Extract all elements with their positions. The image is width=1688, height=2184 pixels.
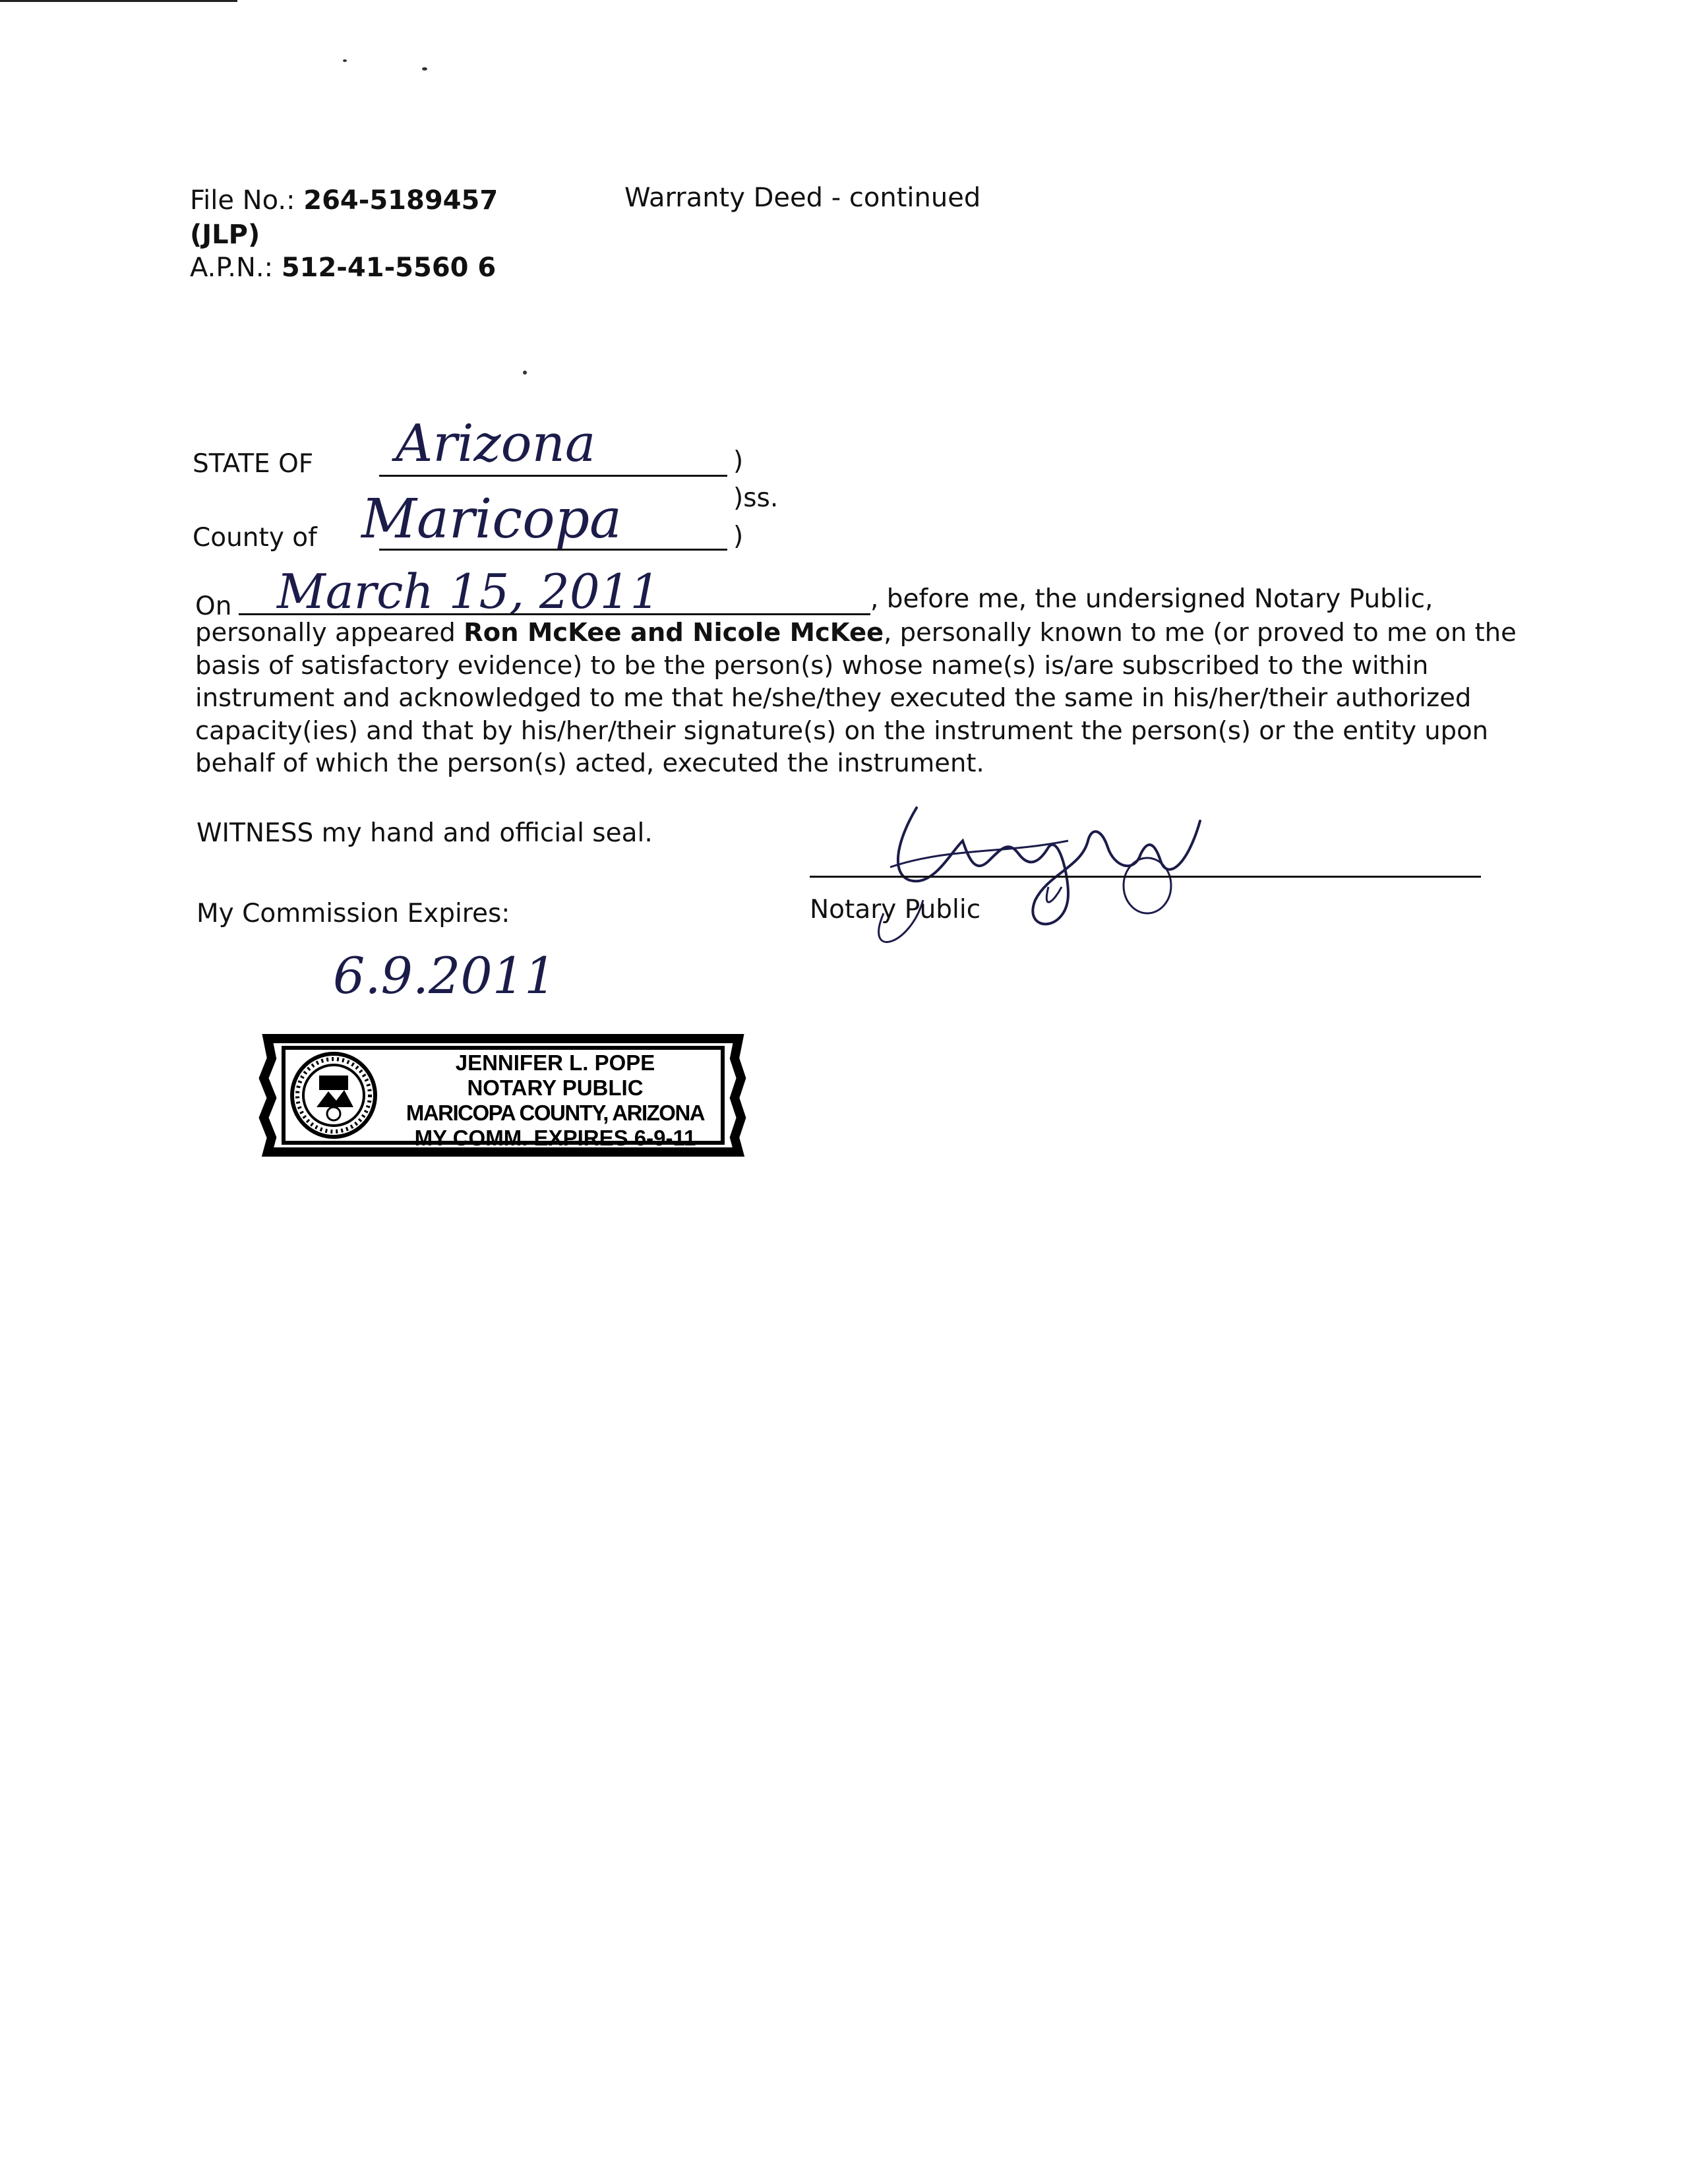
initials: [190, 219, 260, 251]
ack-line-5: capacity(ies) and that by his/her/their signature(s) on the instrument the person(s) or the entity upon: [195, 715, 1489, 746]
ack-line-2a: personally appeared: [195, 618, 464, 648]
state-underline: [379, 475, 727, 477]
on-label: On: [195, 592, 232, 621]
apn-line: [190, 252, 496, 284]
apn-label: A.P.N.:: [190, 253, 274, 283]
state-label: STATE OF: [193, 449, 314, 479]
state-handwritten: Arizona: [396, 414, 596, 473]
stamp-county: MARICOPA COUNTY, ARIZONA: [406, 1101, 705, 1125]
acknowledgment-paragraph: [195, 617, 1517, 780]
notary-public-label: Notary Public: [810, 895, 981, 925]
stamp-expiration: MY COMM. EXPIRES 6-9-11: [414, 1126, 696, 1150]
county-label: County of: [193, 523, 317, 553]
ack-line-2: [195, 617, 1517, 650]
apn-value: 512-41-5560 6: [281, 253, 497, 283]
file-number-line: [190, 185, 498, 216]
ss-mark: )ss.: [733, 483, 779, 513]
scan-speck: [523, 371, 527, 375]
witness-text: WITNESS my hand and official seal.: [196, 818, 653, 848]
initials-text: (JLP): [190, 220, 260, 250]
file-no-value: 264-5189457: [303, 185, 498, 216]
ack-line-2b: , personally known to me (or proved to me on the: [884, 618, 1517, 648]
stamp-title: NOTARY PUBLIC: [467, 1076, 644, 1100]
scan-speck: [422, 67, 427, 71]
ack-line-4: instrument and acknowledged to me that he/she/they executed the same in his/her/their authorized: [195, 683, 1472, 713]
document-title: Warranty Deed - continued: [624, 183, 981, 213]
ack-line-6: behalf of which the person(s) acted, executed the instrument.: [195, 748, 984, 778]
file-no-label: File No.:: [190, 185, 295, 216]
state-seal-icon: [289, 1050, 378, 1140]
stamp-notary-name: JENNIFER L. POPE: [455, 1050, 655, 1075]
after-date-text: , before me, the undersigned Notary Public,: [870, 584, 1433, 614]
commission-handwritten: 6.9.2011: [333, 946, 557, 1005]
notary-signature: [870, 801, 1240, 959]
date-underline: [239, 613, 870, 615]
county-underline: [379, 549, 727, 551]
date-handwritten: March 15, 2011: [277, 564, 661, 619]
county-handwritten: Maricopa: [361, 488, 622, 551]
scan-speck: [343, 59, 347, 62]
scan-edge-line: [0, 0, 237, 2]
party-names: Ron McKee and Nicole McKee: [464, 618, 884, 648]
paren-bottom: ): [733, 522, 744, 551]
paren-top: ): [733, 446, 744, 476]
stamp-text: [384, 1050, 727, 1151]
commission-label: My Commission Expires:: [196, 899, 510, 928]
notary-signature-line: [810, 876, 1481, 878]
notary-stamp: [258, 1032, 748, 1159]
ack-line-3: basis of satisfactory evidence) to be the person(s) whose name(s) is/are subscribed to the within: [195, 650, 1429, 681]
